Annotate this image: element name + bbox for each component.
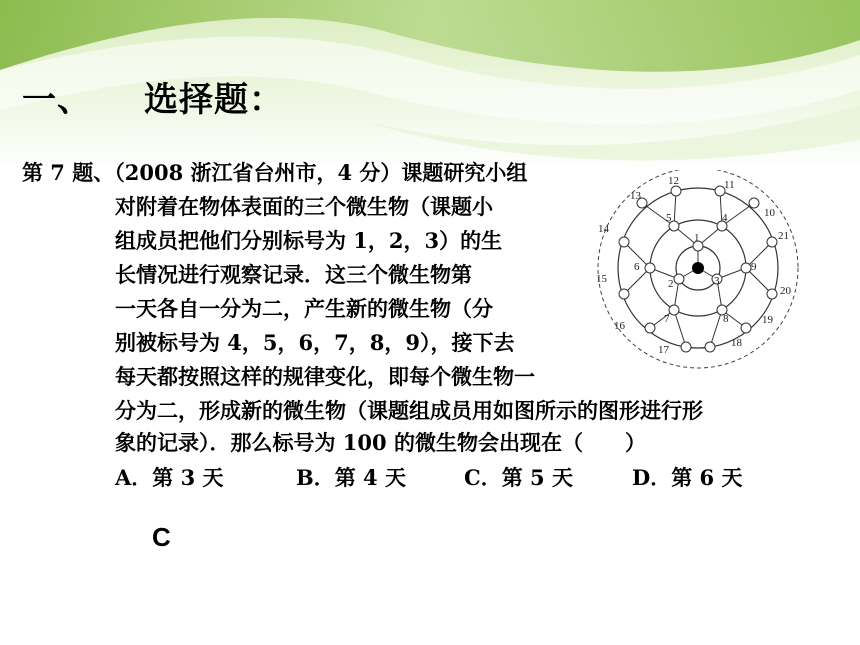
label-10: 10 [764, 207, 775, 219]
question-line: 一天各自一分为二，产生新的微生物（分 [115, 296, 493, 321]
label-5: 5 [666, 212, 672, 224]
label-2: 2 [668, 278, 674, 290]
label-4: 4 [722, 212, 728, 224]
option-c: C．第 5 天 [464, 465, 573, 490]
question-line: 每天都按照这样的规律变化，即每个微生物一 [115, 364, 535, 389]
question-line: 分为二，形成新的微生物（课题组成员用如图所示的图形进行形 [115, 398, 703, 423]
label-15: 15 [596, 273, 607, 285]
question-line: 对附着在物体表面的三个微生物（课题小 [115, 194, 493, 219]
question-line: 长情况进行观察记录．这三个微生物第 [115, 262, 472, 287]
label-9: 9 [751, 261, 757, 273]
center-dot [692, 262, 704, 274]
section-heading [22, 72, 284, 121]
label-18: 18 [731, 337, 742, 349]
option-a: A．第 3 天 [115, 465, 224, 490]
label-8: 8 [723, 313, 729, 325]
label-7: 7 [664, 313, 670, 325]
label-11: 11 [724, 179, 735, 191]
question-line: 组成员把他们分别标号为 1，2，3）的生 [115, 228, 503, 253]
option-b: B．第 4 天 [296, 465, 406, 490]
label-21: 21 [778, 230, 789, 242]
option-d: D．第 6 天 [632, 465, 743, 490]
answer-text: C [152, 522, 171, 552]
label-13: 13 [630, 190, 641, 202]
label-17: 17 [658, 344, 669, 356]
question-line: 第 7 题、（2008 浙江省台州市，4 分）课题研究小组 [22, 160, 528, 185]
label-20: 20 [780, 285, 791, 297]
label-12: 12 [668, 175, 679, 187]
label-3: 3 [714, 275, 720, 287]
label-6: 6 [634, 261, 640, 273]
heading-number: 一、 [22, 80, 92, 120]
question-line: 别被标号为 4，5，6，7，8，9），接下去 [115, 330, 515, 355]
question-line: 象的记录）．那么标号为 100 的微生物会出现在（ ） [115, 430, 646, 455]
label-14: 14 [598, 223, 609, 235]
label-19: 19 [762, 314, 773, 326]
label-1: 1 [694, 232, 700, 244]
heading-label: 选择题： [144, 80, 284, 120]
label-16: 16 [614, 320, 625, 332]
microbe-diagram [588, 170, 813, 370]
